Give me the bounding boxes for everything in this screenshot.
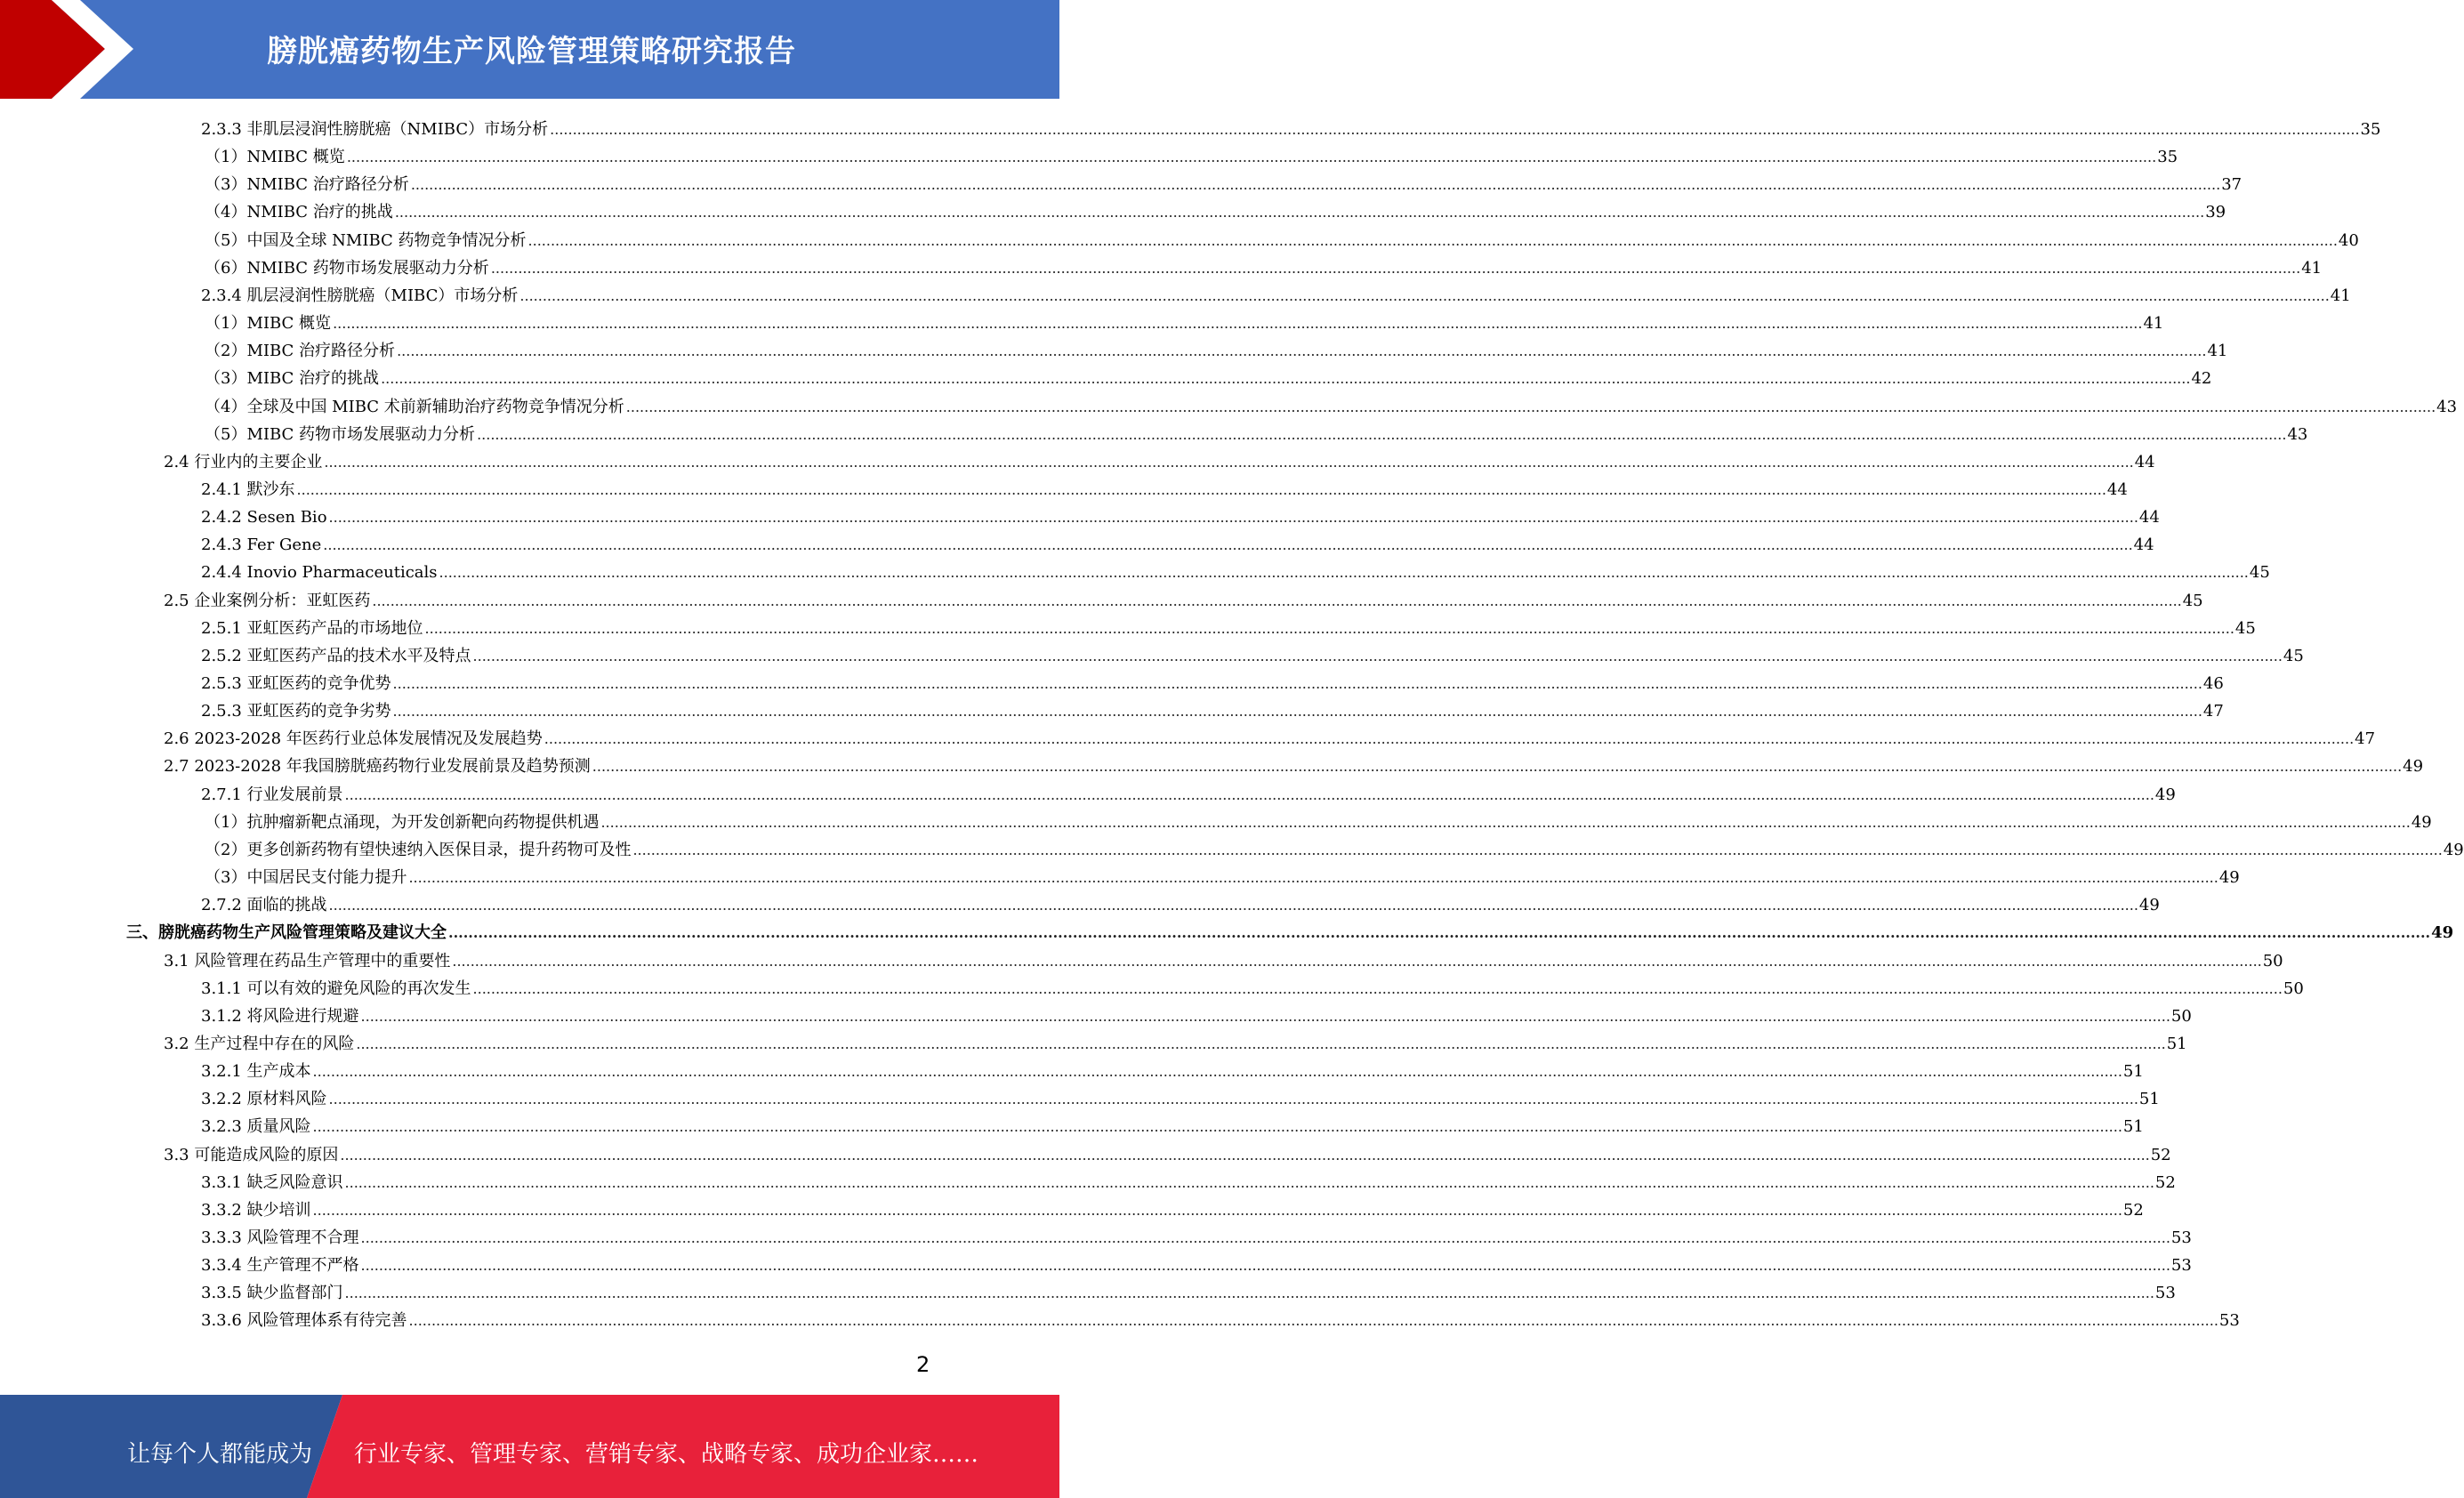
toc-entry-page: 42 xyxy=(2191,369,2212,389)
toc-entry-title: 2.4.4 Inovio Pharmaceuticals xyxy=(201,563,438,583)
toc-entry[interactable] xyxy=(201,528,2154,555)
toc-leader-dots: ................................................................................................................................................................................................................................................................................................................................................................................................................ xyxy=(360,1229,2170,1246)
toc-entry-page: 45 xyxy=(2235,618,2256,638)
toc-entry-title: （5）中国及全球 NMIBC 药物竞争情况分析 xyxy=(205,230,527,250)
toc-entry-title: 3.2.3 质量风险 xyxy=(201,1117,311,1137)
toc-entry[interactable] xyxy=(201,1165,2176,1193)
toc-entry-title: 3.3.6 风险管理体系有待完善 xyxy=(201,1311,407,1331)
toc-entry[interactable] xyxy=(164,445,2155,472)
toc-entry-page: 52 xyxy=(2122,1200,2144,1220)
toc-entry[interactable] xyxy=(164,944,2283,971)
toc-entry[interactable] xyxy=(201,611,2256,639)
toc-entry-title: （4）NMIBC 治疗的挑战 xyxy=(205,203,393,222)
toc-entry[interactable] xyxy=(205,167,2243,195)
toc-entry-page: 46 xyxy=(2202,674,2224,693)
toc-leader-dots: ................................................................................................................................................................................................................................................................................................................................................................................................................ xyxy=(324,453,2134,471)
toc-leader-dots: ................................................................................................................................................................................................................................................................................................................................................................................................................ xyxy=(550,121,2360,138)
toc-entry[interactable] xyxy=(201,500,2160,528)
toc-leader-dots: ................................................................................................................................................................................................................................................................................................................................................................................................................ xyxy=(439,564,2249,582)
toc-entry[interactable] xyxy=(201,694,2224,721)
toc-leader-dots: ................................................................................................................................................................................................................................................................................................................................................................................................................ xyxy=(490,259,2301,277)
toc-entry-page: 53 xyxy=(2218,1311,2240,1331)
toc-entry[interactable] xyxy=(205,417,2308,445)
toc-entry-page: 53 xyxy=(2154,1284,2176,1303)
toc-entry-page: 44 xyxy=(2106,479,2128,499)
toc-leader-dots: ................................................................................................................................................................................................................................................................................................................................................................................................................ xyxy=(424,619,2235,637)
toc-leader-dots: ................................................................................................................................................................................................................................................................................................................................................................................................................ xyxy=(356,1035,2166,1052)
toc-entry-title: 3.3.2 缺少培训 xyxy=(201,1200,311,1220)
toc-leader-dots: ................................................................................................................................................................................................................................................................................................................................................................................................................ xyxy=(410,176,2221,194)
toc-entry-title: 2.5.3 亚虹医药的竞争劣势 xyxy=(201,702,391,721)
toc-leader-dots: ................................................................................................................................................................................................................................................................................................................................................................................................................ xyxy=(328,1091,2138,1108)
toc-entry[interactable] xyxy=(164,749,2424,777)
toc-entry-title: （6）NMIBC 药物市场发展驱动力分析 xyxy=(205,258,489,278)
toc-entry[interactable] xyxy=(205,805,2432,833)
toc-entry-page: 53 xyxy=(2170,1256,2192,1276)
toc-entry-title: 2.4 行业内的主要企业 xyxy=(164,452,323,471)
toc-entry[interactable] xyxy=(201,888,2160,915)
toc-entry-page: 44 xyxy=(2133,536,2154,555)
toc-entry-page: 51 xyxy=(2166,1034,2187,1053)
toc-leader-dots: ................................................................................................................................................................................................................................................................................................................................................................................................................ xyxy=(394,204,2205,221)
toc-entry-page: 49 xyxy=(2443,840,2464,859)
toc-entry-title: 2.5.3 亚虹医药的竞争优势 xyxy=(201,674,391,693)
toc-entry-title: 3.1.2 将风险进行规避 xyxy=(201,1006,359,1026)
toc-leader-dots: ................................................................................................................................................................................................................................................................................................................................................................................................................ xyxy=(632,841,2443,858)
toc-entry[interactable] xyxy=(205,140,2178,167)
toc-entry-page: 44 xyxy=(2134,452,2155,471)
toc-leader-dots: ................................................................................................................................................................................................................................................................................................................................................................................................................ xyxy=(344,785,2154,803)
toc-entry-page: 41 xyxy=(2207,342,2228,361)
toc-entry[interactable] xyxy=(205,223,2359,251)
toc-entry-page: 49 xyxy=(2411,812,2432,832)
toc-entry[interactable] xyxy=(201,639,2304,666)
toc-entry-page: 51 xyxy=(2138,1090,2160,1109)
toc-entry[interactable] xyxy=(205,860,2240,888)
toc-entry-title: （5）MIBC 药物市场发展驱动力分析 xyxy=(205,424,476,444)
toc-entry[interactable] xyxy=(205,833,2464,860)
toc-entry-title: （3）MIBC 治疗的挑战 xyxy=(205,369,380,389)
toc-leader-dots: ................................................................................................................................................................................................................................................................................................................................................................................................................ xyxy=(360,1257,2170,1275)
toc-leader-dots: ................................................................................................................................................................................................................................................................................................................................................................................................................ xyxy=(328,509,2138,527)
toc-entry-page: 39 xyxy=(2205,203,2226,222)
toc-entry-page: 53 xyxy=(2170,1228,2192,1247)
toc-entry-page: 50 xyxy=(2283,979,2304,998)
toc-entry-title: 2.3.3 非肌层浸润性膀胱癌（NMIBC）市场分析 xyxy=(201,120,549,139)
toc-leader-dots: ................................................................................................................................................................................................................................................................................................................................................................................................................ xyxy=(296,480,2106,498)
toc-leader-dots: ................................................................................................................................................................................................................................................................................................................................................................................................................ xyxy=(346,149,2157,166)
toc-entry-title: （1）MIBC 概览 xyxy=(205,314,332,334)
toc-leader-dots: ................................................................................................................................................................................................................................................................................................................................................................................................................ xyxy=(625,398,2436,415)
toc-entry-title: 3.2.1 生产成本 xyxy=(201,1062,311,1082)
toc-leader-dots: ................................................................................................................................................................................................................................................................................................................................................................................................................ xyxy=(328,897,2138,914)
toc-leader-dots: ................................................................................................................................................................................................................................................................................................................................................................................................................ xyxy=(392,675,2202,692)
toc-entry-page: 47 xyxy=(2355,729,2376,749)
toc-entry-title: 2.5.1 亚虹医药产品的市场地位 xyxy=(201,618,423,638)
toc-entry-title: 3.2 生产过程中存在的风险 xyxy=(164,1034,355,1053)
toc-entry-page: 41 xyxy=(2143,314,2164,334)
toc-entry-title: 2.3.4 肌层浸润性膀胱癌（MIBC）市场分析 xyxy=(201,286,519,305)
toc-leader-dots: ................................................................................................................................................................................................................................................................................................................................................................................................................ xyxy=(360,1007,2170,1025)
toc-entry[interactable] xyxy=(201,472,2128,500)
toc-entry[interactable] xyxy=(201,1276,2176,1303)
toc-entry-title: 2.4.3 Fer Gene xyxy=(201,536,322,555)
toc-entry-page: 45 xyxy=(2283,646,2304,665)
toc-entry[interactable] xyxy=(164,584,2203,611)
toc-entry[interactable] xyxy=(201,971,2304,999)
toc-entry[interactable] xyxy=(205,334,2228,361)
toc-entry-title: 2.6 2023-2028 年医药行业总体发展情况及发展趋势 xyxy=(164,729,543,749)
footer-slogan-left: 让每个人都能成为 xyxy=(127,1441,313,1468)
toc-entry-page: 49 xyxy=(2218,868,2240,888)
toc-entry[interactable] xyxy=(201,1193,2144,1220)
toc-entry-page: 37 xyxy=(2221,175,2243,195)
toc-leader-dots: ................................................................................................................................................................................................................................................................................................................................................................................................................ xyxy=(312,1063,2122,1081)
toc-entry-title: （3）中国居民支付能力提升 xyxy=(205,868,407,888)
toc-entry-page: 51 xyxy=(2122,1062,2144,1082)
toc-entry-page: 35 xyxy=(2360,120,2381,139)
toc-entry[interactable] xyxy=(201,666,2224,694)
toc-entry-title: 2.7 2023-2028 年我国膀胱癌药物行业发展前景及趋势预测 xyxy=(164,757,591,777)
toc-entry[interactable] xyxy=(201,777,2176,805)
toc-leader-dots: ................................................................................................................................................................................................................................................................................................................................................................................................................ xyxy=(344,1173,2154,1191)
toc-entry-page: 40 xyxy=(2338,230,2359,250)
toc-entry[interactable] xyxy=(164,1138,2171,1165)
toc-entry[interactable] xyxy=(205,251,2323,278)
toc-entry-title: 2.5 企业案例分析：亚虹医药 xyxy=(164,591,371,610)
page-number: 2 xyxy=(916,1352,930,1377)
toc-leader-dots: ................................................................................................................................................................................................................................................................................................................................................................................................................ xyxy=(333,315,2143,333)
toc-leader-dots: ................................................................................................................................................................................................................................................................................................................................................................................................................ xyxy=(448,924,2431,942)
toc-entry-title: （3）NMIBC 治疗路径分析 xyxy=(205,175,409,195)
toc-entry-page: 49 xyxy=(2431,923,2454,943)
toc-entry[interactable] xyxy=(201,1109,2144,1137)
toc-entry-page: 41 xyxy=(2301,258,2323,278)
toc-entry[interactable] xyxy=(205,195,2226,222)
toc-entry-title: 3.2.2 原材料风险 xyxy=(201,1090,327,1109)
toc-entry-page: 51 xyxy=(2122,1117,2144,1137)
toc-entry-title: （1）抗肿瘤新靶点涌现，为开发创新靶向药物提供机遇 xyxy=(205,812,600,832)
toc-entry-page: 49 xyxy=(2403,757,2424,777)
toc-entry-title: （1）NMIBC 概览 xyxy=(205,148,345,167)
toc-leader-dots: ................................................................................................................................................................................................................................................................................................................................................................................................................ xyxy=(527,231,2338,249)
toc-entry-title: 三、膀胱癌药物生产风险管理策略及建议大全 xyxy=(126,923,447,943)
toc-entry-title: 3.1 风险管理在药品生产管理中的重要性 xyxy=(164,951,451,970)
toc-entry-title: 3.3.1 缺乏风险意识 xyxy=(201,1172,343,1192)
toc-leader-dots: ................................................................................................................................................................................................................................................................................................................................................................................................................ xyxy=(472,647,2283,664)
toc-leader-dots: ................................................................................................................................................................................................................................................................................................................................................................................................................ xyxy=(323,536,2133,554)
toc-entry[interactable] xyxy=(201,1220,2192,1248)
toc-entry[interactable] xyxy=(201,1082,2160,1109)
toc-leader-dots: ................................................................................................................................................................................................................................................................................................................................................................................................................ xyxy=(340,1146,2150,1164)
toc-entry-page: 50 xyxy=(2170,1006,2192,1026)
toc-entry-page: 44 xyxy=(2138,508,2160,528)
toc-entry-page: 45 xyxy=(2182,591,2203,610)
toc-entry[interactable] xyxy=(164,721,2376,749)
toc-entry-page: 49 xyxy=(2154,785,2176,804)
toc-entry-title: （4）全球及中国 MIBC 术前新辅助治疗药物竞争情况分析 xyxy=(205,397,624,416)
report-title: 膀胱癌药物生产风险管理策略研究报告 xyxy=(267,34,796,69)
toc-entry-page: 43 xyxy=(2436,397,2458,416)
toc-entry[interactable] xyxy=(205,361,2212,389)
toc-entry-page: 45 xyxy=(2249,563,2270,583)
toc-entry[interactable] xyxy=(201,555,2270,583)
toc-entry-title: （2）MIBC 治疗路径分析 xyxy=(205,342,396,361)
toc-entry-title: 3.1.1 可以有效的避免风险的再次发生 xyxy=(201,979,471,998)
toc-entry-title: 2.5.2 亚虹医药产品的技术水平及特点 xyxy=(201,646,471,665)
toc-entry[interactable] xyxy=(126,915,2454,943)
toc-leader-dots: ................................................................................................................................................................................................................................................................................................................................................................................................................ xyxy=(397,342,2207,360)
toc-leader-dots: ................................................................................................................................................................................................................................................................................................................................................................................................................ xyxy=(372,592,2182,609)
toc-entry[interactable] xyxy=(201,1303,2240,1331)
header-chevron-icon xyxy=(0,0,142,99)
toc-entry-title: 2.4.1 默沙东 xyxy=(201,479,295,499)
page-header xyxy=(0,0,1059,99)
toc-leader-dots: ................................................................................................................................................................................................................................................................................................................................................................................................................ xyxy=(392,703,2202,721)
toc-leader-dots: ................................................................................................................................................................................................................................................................................................................................................................................................................ xyxy=(592,758,2403,776)
toc-entry-title: 2.7.1 行业发展前景 xyxy=(201,785,343,804)
toc-entry[interactable] xyxy=(164,1027,2187,1054)
toc-entry-page: 47 xyxy=(2202,702,2224,721)
toc-leader-dots: ................................................................................................................................................................................................................................................................................................................................................................................................................ xyxy=(600,813,2411,831)
toc-entry-page: 50 xyxy=(2262,951,2283,970)
footer-slogan-right: 行业专家、管理专家、营销专家、战略专家、成功企业家…… xyxy=(354,1441,979,1468)
toc-entry[interactable] xyxy=(201,112,2381,140)
toc-entry[interactable] xyxy=(201,1054,2144,1082)
toc-entry-title: 3.3.3 风险管理不合理 xyxy=(201,1228,359,1247)
toc-leader-dots: ................................................................................................................................................................................................................................................................................................................................................................................................................ xyxy=(452,952,2262,970)
toc-entry-title: 2.4.2 Sesen Bio xyxy=(201,508,327,528)
toc-entry-page: 41 xyxy=(2330,286,2351,305)
toc-entry-page: 49 xyxy=(2138,896,2160,915)
toc-leader-dots: ................................................................................................................................................................................................................................................................................................................................................................................................................ xyxy=(472,979,2283,997)
toc-entry-title: （2）更多创新药物有望快速纳入医保目录，提升药物可及性 xyxy=(205,840,632,859)
toc-leader-dots: ................................................................................................................................................................................................................................................................................................................................................................................................................ xyxy=(519,286,2330,304)
toc-leader-dots: ................................................................................................................................................................................................................................................................................................................................................................................................................ xyxy=(408,1312,2218,1330)
toc-entry-title: 2.7.2 面临的挑战 xyxy=(201,896,327,915)
toc-entry-page: 35 xyxy=(2157,148,2178,167)
toc-entry[interactable] xyxy=(205,390,2458,417)
toc-entry[interactable] xyxy=(201,999,2192,1027)
toc-leader-dots: ................................................................................................................................................................................................................................................................................................................................................................................................................ xyxy=(381,370,2191,388)
toc-entry-title: 3.3.5 缺少监督部门 xyxy=(201,1284,343,1303)
toc-leader-dots: ................................................................................................................................................................................................................................................................................................................................................................................................................ xyxy=(477,425,2287,443)
toc-leader-dots: ................................................................................................................................................................................................................................................................................................................................................................................................................ xyxy=(544,730,2355,748)
toc-leader-dots: ................................................................................................................................................................................................................................................................................................................................................................................................................ xyxy=(344,1285,2154,1302)
toc-entry-page: 52 xyxy=(2154,1172,2176,1192)
toc-leader-dots: ................................................................................................................................................................................................................................................................................................................................................................................................................ xyxy=(312,1118,2122,1136)
toc-entry[interactable] xyxy=(201,278,2351,306)
toc-entry-title: 3.3.4 生产管理不严格 xyxy=(201,1256,359,1276)
toc-entry[interactable] xyxy=(205,306,2164,334)
toc-leader-dots: ................................................................................................................................................................................................................................................................................................................................................................................................................ xyxy=(408,869,2218,887)
toc-entry-title: 3.3 可能造成风险的原因 xyxy=(164,1145,339,1164)
toc-entry[interactable] xyxy=(201,1248,2192,1276)
toc-leader-dots: ................................................................................................................................................................................................................................................................................................................................................................................................................ xyxy=(312,1201,2122,1219)
toc-entry-page: 52 xyxy=(2150,1145,2171,1164)
toc-entry-page: 43 xyxy=(2287,424,2308,444)
